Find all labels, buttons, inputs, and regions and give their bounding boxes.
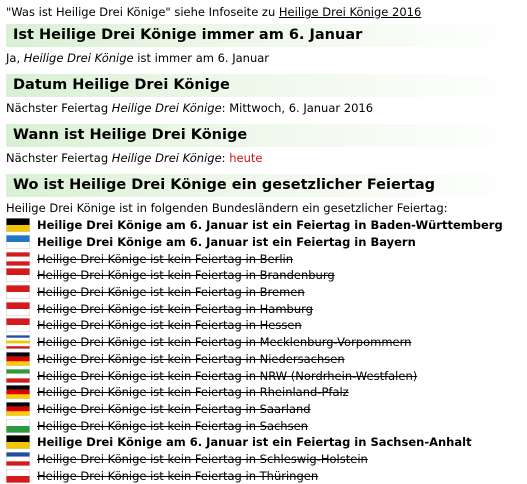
text-prefix: Nächster Feiertag: [6, 151, 112, 165]
section-wann: [6, 124, 521, 170]
state-row: [6, 250, 521, 267]
state-label[interactable]: Heilige Drei Könige ist kein Feiertag in Bremen: [37, 285, 305, 300]
state-row: [6, 334, 521, 351]
flag-mecklenburg-vorpommern-icon: [6, 335, 30, 349]
flag-sachsen-anhalt-icon: [6, 435, 30, 449]
state-label[interactable]: Heilige Drei Könige ist kein Feiertag in Mecklenburg-Vorpommern: [37, 335, 412, 350]
state-row: [6, 267, 521, 284]
state-label[interactable]: Heilige Drei Könige ist kein Feiertag in Thüringen: [37, 468, 319, 483]
section-heading-ist: Ist Heilige Drei Könige immer am 6. Januar: [6, 24, 521, 47]
state-row: [6, 351, 521, 368]
state-row: [6, 434, 521, 451]
section-datum: [6, 74, 521, 120]
text-suffix: ist immer am 6. Januar: [133, 51, 270, 65]
state-row: [6, 401, 521, 418]
intro-text: "Was ist Heilige Drei Könige" siehe Infoseite zu: [6, 5, 279, 19]
section-intro-wo: Heilige Drei Könige ist in folgenden Bundesländern ein gesetzlicher Feiertag:: [6, 201, 448, 215]
section-text-datum: [6, 97, 521, 120]
state-row: [6, 467, 521, 484]
flag-thueringen-icon: [6, 469, 30, 483]
state-row: [6, 284, 521, 301]
state-row: [6, 234, 521, 251]
heute-link[interactable]: heute: [229, 151, 263, 165]
state-label: Heilige Drei Könige am 6. Januar ist ein Feiertag in Sachsen-Anhalt: [37, 435, 472, 450]
flag-hessen-icon: [6, 318, 30, 332]
state-label: Heilige Drei Könige am 6. Januar ist ein Feiertag in Baden-Württemberg: [37, 218, 503, 233]
section-heading-wo: Wo ist Heilige Drei Könige ein gesetzlicher Feiertag: [6, 174, 521, 197]
flag-baden-wuerttemberg-icon: [6, 218, 30, 232]
text-emphasis: Heilige Drei Könige: [111, 151, 222, 165]
flag-hamburg-icon: [6, 302, 30, 316]
state-label[interactable]: Heilige Drei Könige ist kein Feiertag in Saarland: [37, 401, 311, 416]
flag-niedersachsen-icon: [6, 352, 30, 366]
state-label[interactable]: Heilige Drei Könige ist kein Feiertag in Brandenburg: [37, 268, 335, 283]
text-emphasis: Heilige Drei Könige: [111, 101, 222, 115]
intro-line: [6, 4, 521, 20]
flag-sachsen-icon: [6, 419, 30, 433]
flag-bremen-icon: [6, 285, 30, 299]
section-text-wann: [6, 147, 521, 170]
text-prefix: Ja,: [6, 51, 24, 65]
state-list: [6, 217, 521, 484]
state-label[interactable]: Heilige Drei Könige ist kein Feiertag in Berlin: [37, 251, 294, 266]
flag-saarland-icon: [6, 402, 30, 416]
section-heading-datum: Datum Heilige Drei Könige: [6, 74, 521, 97]
flag-berlin-icon: [6, 252, 30, 266]
state-row: [6, 417, 521, 434]
state-label[interactable]: Heilige Drei Könige ist kein Feiertag in Schleswig-Holstein: [37, 451, 368, 466]
section-wo: [6, 174, 521, 484]
state-label: Heilige Drei Könige am 6. Januar ist ein Feiertag in Bayern: [37, 235, 416, 250]
infoseite-link[interactable]: Heilige Drei Könige 2016: [278, 5, 422, 19]
flag-schleswig-holstein-icon: [6, 452, 30, 466]
state-label[interactable]: Heilige Drei Könige ist kein Feiertag in Hessen: [37, 318, 302, 333]
text-prefix: Nächster Feiertag: [6, 101, 112, 115]
state-row: [6, 317, 521, 334]
flag-rheinland-pfalz-icon: [6, 385, 30, 399]
state-label[interactable]: Heilige Drei Könige ist kein Feiertag in Niedersachsen: [37, 351, 345, 366]
state-label[interactable]: Heilige Drei Könige ist kein Feiertag in Hamburg: [37, 301, 313, 316]
state-label[interactable]: Heilige Drei Könige ist kein Feiertag in NRW (Nordrhein-Westfalen): [37, 368, 418, 383]
flag-bayern-icon: [6, 235, 30, 249]
flag-nordrhein-westfalen-icon: [6, 369, 30, 383]
text-suffix: : Mittwoch, 6. Januar 2016: [221, 101, 374, 115]
state-row: [6, 451, 521, 468]
state-row: [6, 217, 521, 234]
text-suffix: :: [221, 151, 230, 165]
section-heading-wann: Wann ist Heilige Drei Könige: [6, 124, 521, 147]
state-label[interactable]: Heilige Drei Könige ist kein Feiertag in Sachsen: [37, 418, 308, 433]
state-row: [6, 367, 521, 384]
section-ist: [6, 24, 521, 70]
section-text-ist: [6, 47, 521, 70]
state-label[interactable]: Heilige Drei Könige ist kein Feiertag in Rheinland-Pfalz: [37, 385, 349, 400]
text-emphasis: Heilige Drei Könige: [23, 51, 134, 65]
state-row: [6, 300, 521, 317]
flag-brandenburg-icon: [6, 268, 30, 282]
state-row: [6, 384, 521, 401]
